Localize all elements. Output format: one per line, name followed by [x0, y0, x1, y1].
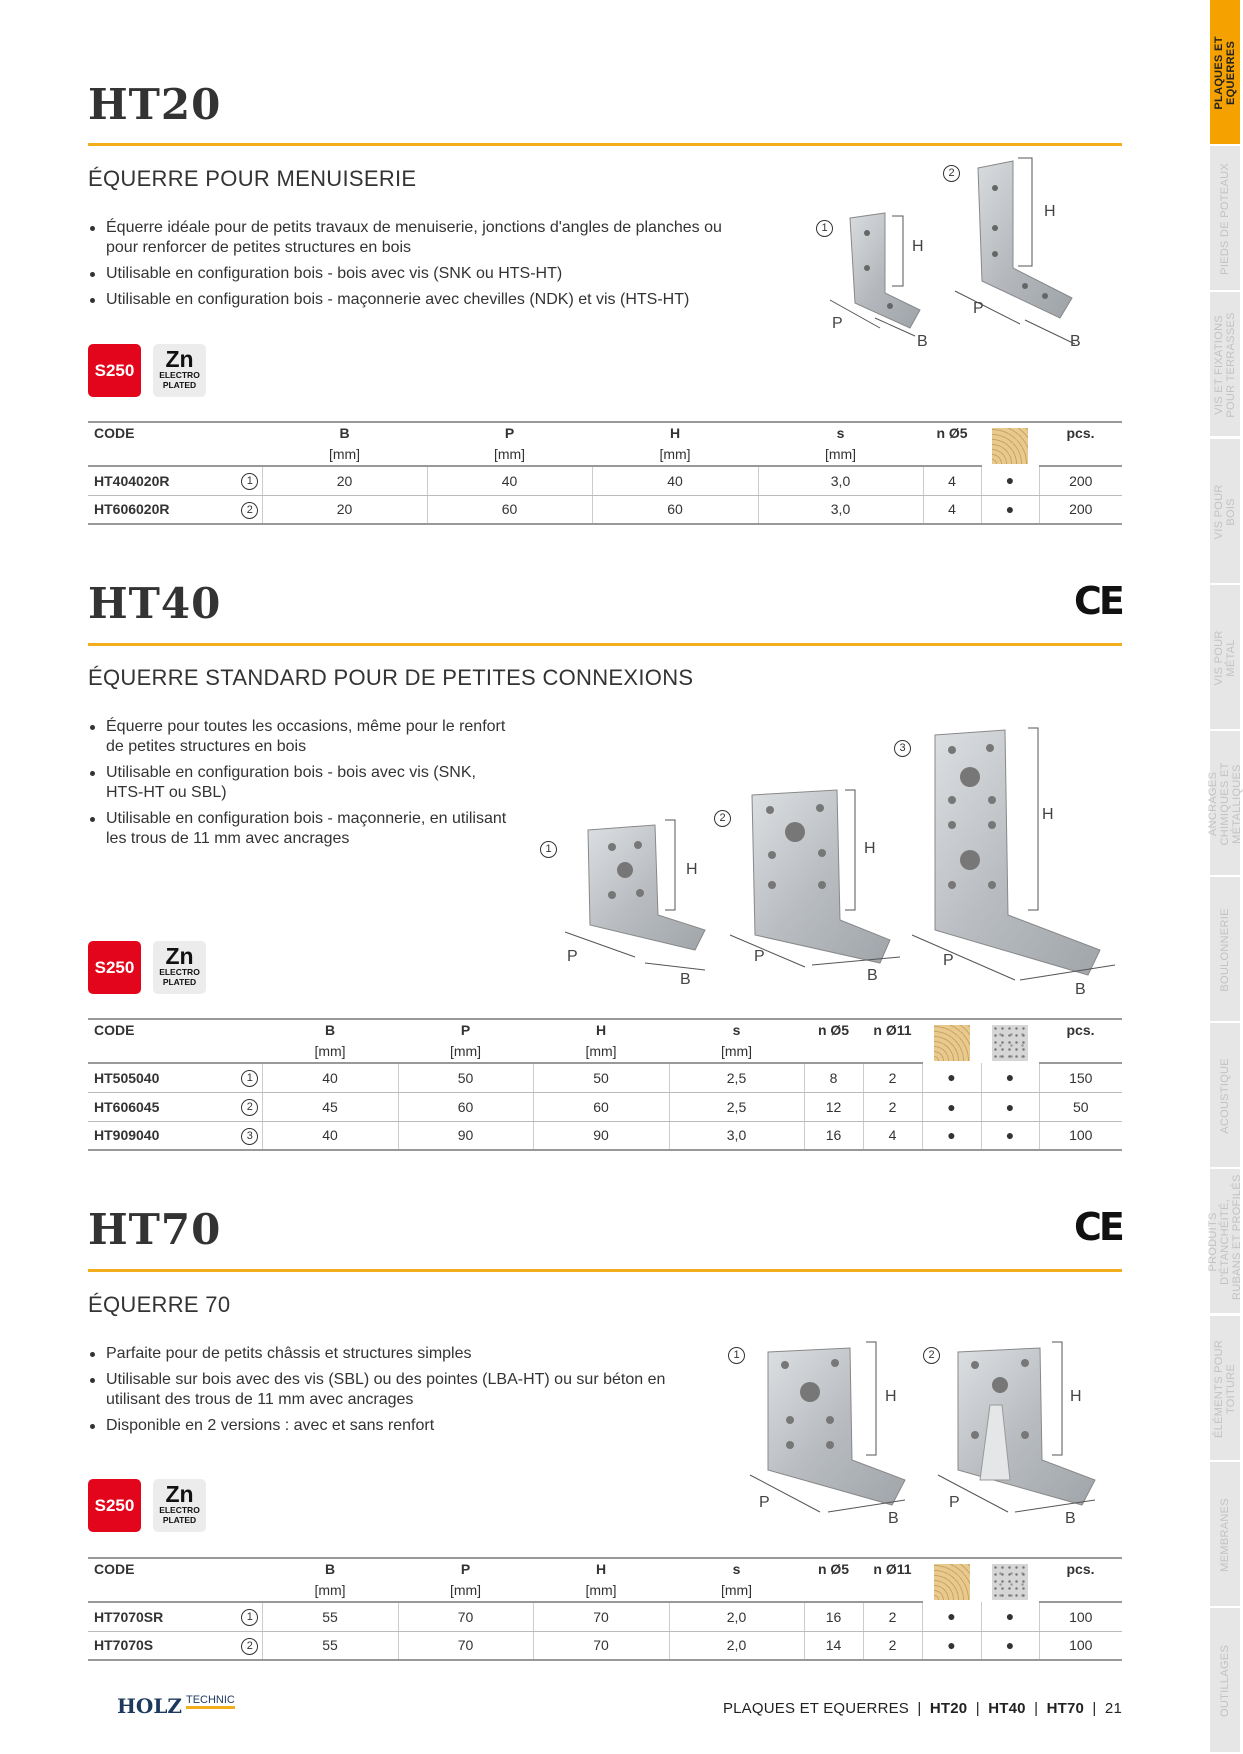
section-rule — [88, 1269, 1122, 1272]
zinc-plated-badge: Zn ELECTRO PLATED — [153, 1479, 206, 1532]
col-pcs: pcs. — [1039, 1558, 1122, 1580]
dim-h-label: H — [912, 238, 924, 255]
bracket-1-image — [588, 825, 705, 950]
col-code: CODE — [88, 422, 238, 444]
dim-p-label: P — [754, 948, 765, 965]
sidebar-tab[interactable] — [1210, 0, 1240, 146]
dim-b-label: B — [680, 971, 691, 988]
feature-list-ht40 — [88, 717, 508, 855]
steel-grade-badge: S250 — [88, 941, 141, 994]
ce-mark-icon: CE — [1074, 579, 1122, 623]
dim-h-label: H — [1042, 806, 1054, 823]
ht70-bracket-figure — [740, 1340, 1110, 1540]
wood-icon — [934, 1564, 970, 1600]
col-n5: n Ø5 — [804, 1558, 863, 1580]
col-code: CODE — [88, 1558, 238, 1580]
feature-item: Utilisable en configuration bois - maçonnerie avec chevilles (NDK) et vis (HTS-HT) — [88, 290, 728, 310]
col-b: B — [262, 1019, 398, 1041]
section-rule — [88, 643, 1122, 646]
feature-item: Disponible en 2 versions : avec et sans renfort — [88, 1416, 708, 1436]
col-n11: n Ø11 — [863, 1558, 922, 1580]
figure-index-3: 3 — [894, 740, 911, 757]
figure-index-2: 2 — [943, 165, 960, 182]
dim-p-label: P — [832, 315, 843, 332]
zinc-plated-badge: Zn ELECTRO PLATED — [153, 344, 206, 397]
sidebar-tab[interactable] — [1207, 731, 1243, 877]
figure-index-1: 1 — [728, 1347, 745, 1364]
figure-index-2: 2 — [923, 1347, 940, 1364]
ce-mark-icon: CE — [1074, 1205, 1122, 1249]
sidebar-tab[interactable] — [1210, 1608, 1240, 1754]
table-row: HT7070S 2 55 70 70 2,0 14 2 ● ● 100 — [88, 1631, 1122, 1660]
table-row: HT606020R 2 20 60 60 3,0 4 ● 200 — [88, 495, 1122, 524]
footer-breadcrumb: PLAQUES ET EQUERRES | HT20 | HT40 | HT70 | 21 — [722, 1700, 1122, 1717]
dim-p-label: P — [567, 948, 578, 965]
sidebar-tab-label: PIEDS DE POTEAUX — [1219, 163, 1231, 276]
figure-index-1: 1 — [816, 220, 833, 237]
dim-p-label: P — [943, 952, 954, 969]
section-subtitle-ht20: ÉQUERRE POUR MENUISERIE — [88, 166, 417, 191]
dim-b-label: B — [1065, 1510, 1076, 1527]
table-row: HT909040 3 40 90 90 3,0 16 4 ● ● 100 — [88, 1121, 1122, 1150]
col-pcs: pcs. — [1039, 422, 1122, 444]
sidebar-tab-label: MEMBRANES — [1219, 1497, 1231, 1572]
bracket-2-image — [958, 1348, 1095, 1505]
sidebar-tab-label: OUTILLAGES — [1219, 1644, 1231, 1717]
dim-h-label: H — [1044, 203, 1056, 220]
col-code: CODE — [88, 1019, 238, 1041]
bracket-1-image — [768, 1348, 905, 1505]
bracket-1-image — [850, 213, 920, 328]
sidebar-tab-label: BOULONNERIE — [1219, 908, 1231, 992]
ht20-bracket-figure — [810, 158, 1110, 358]
section-rule — [88, 143, 1122, 146]
feature-item: Équerre pour toutes les occasions, même pour le renfort de petites structures en bois — [88, 717, 508, 757]
sidebar-tab-label: PLAQUES ET EQUERRES — [1213, 36, 1237, 110]
col-h: H — [533, 1019, 669, 1041]
feature-item: Utilisable sur bois avec des vis (SBL) ou des pointes (LBA-HT) ou sur béton en utilisant des trous de 11 mm avec ancrages — [88, 1370, 708, 1410]
table-row: HT7070SR 1 55 70 70 2,0 16 2 ● ● 100 — [88, 1602, 1122, 1631]
feature-list-ht20 — [88, 218, 728, 316]
ht40-bracket-figure — [540, 725, 1120, 995]
dim-b-label: B — [917, 333, 928, 350]
sidebar-tab-label: ANCRAGES CHIMIQUES ET MÉTALLIQUES — [1207, 762, 1243, 846]
steel-grade-badge: S250 — [88, 1479, 141, 1532]
bracket-3-image — [935, 730, 1100, 975]
feature-list-ht70 — [88, 1344, 708, 1442]
col-n5: n Ø5 — [804, 1019, 863, 1041]
dim-h-label: H — [686, 861, 698, 878]
sidebar-tab[interactable] — [1210, 1316, 1240, 1462]
col-s: s — [669, 1019, 804, 1041]
sidebar-tab[interactable] — [1210, 1023, 1240, 1169]
section-title-ht40: HT40 — [88, 579, 222, 628]
wood-check: ● — [981, 466, 1039, 495]
section-title-ht70: HT70 — [88, 1205, 222, 1254]
dim-h-label: H — [864, 840, 876, 857]
spec-table-ht20: CODE B P H s n Ø5 pcs. [mm] [mm] [mm] [mm] HT404020R 1 20 40 40 3,0 4 ● 200 HT606020R 2 20 60 60 3,0 4 ● 200 — [88, 421, 1122, 525]
col-n5: n Ø5 — [923, 422, 981, 444]
dim-b-label: B — [867, 967, 878, 984]
sidebar-tab[interactable] — [1207, 1169, 1243, 1315]
sidebar-tab-label: VIS POUR MÉTAL — [1213, 630, 1237, 686]
holz-technic-logo: HOLZ $^{TECHNIC}$ — [117, 1694, 235, 1718]
sidebar-tab-label: PRODUITS D'ÉTANCHÉITÉ, RUBANS ET PROFILÉS — [1207, 1174, 1243, 1301]
col-s: s — [669, 1558, 804, 1580]
sidebar-tab[interactable] — [1210, 877, 1240, 1023]
sidebar-tab[interactable] — [1210, 292, 1240, 438]
feature-item: Utilisable en configuration bois - bois avec vis (SNK ou HTS-HT) — [88, 264, 728, 284]
sidebar-tab[interactable] — [1210, 146, 1240, 292]
col-b: B — [262, 422, 427, 444]
page-number: 21 — [1104, 1700, 1122, 1717]
section-subtitle-ht40: ÉQUERRE STANDARD POUR DE PETITES CONNEXIONS — [88, 665, 694, 690]
sidebar-tab-label: VIS ET FIXATIONS POUR TERRASSES — [1213, 312, 1237, 419]
sidebar-tab[interactable] — [1210, 1462, 1240, 1608]
sidebar-tab[interactable] — [1210, 585, 1240, 731]
sidebar-tab-label: VIS POUR BOIS — [1213, 484, 1237, 540]
col-p: P — [398, 1558, 533, 1580]
concrete-icon — [992, 1025, 1028, 1061]
spec-table-ht70: CODE B P H s n Ø5 n Ø11 pcs. [mm] [mm] [mm] [mm] HT7070SR 1 55 70 70 2,0 16 2 ● ● 100 HT7070S 2 55 70 70 2,0 14 2 ● ● 100 — [88, 1557, 1122, 1661]
col-p: P — [427, 422, 592, 444]
spec-table-ht40: CODE B P H s n Ø5 n Ø11 pcs. [mm] [mm] [mm] [mm] HT505040 1 40 50 50 2,5 8 2 ● ● 150 HT606045 2 45 60 60 2,5 12 2 ● ● 50 HT909040 3 40 90 90 3,0 16 4 ● ● 100 — [88, 1018, 1122, 1151]
col-h: H — [533, 1558, 669, 1580]
bracket-2-image — [752, 790, 890, 963]
dim-b-label: B — [1070, 333, 1081, 350]
dim-b-label: B — [1075, 981, 1086, 998]
bracket-2-image — [978, 161, 1072, 318]
feature-item: Utilisable en configuration bois - maçonnerie, en utilisant les trous de 11 mm avec ancrages — [88, 809, 508, 849]
col-h: H — [592, 422, 758, 444]
col-s: s — [758, 422, 923, 444]
dim-p-label: P — [759, 1494, 770, 1511]
table-row: HT606045 2 45 60 60 2,5 12 2 ● ● 50 — [88, 1092, 1122, 1121]
feature-item: Utilisable en configuration bois - bois avec vis (SNK, HTS-HT ou SBL) — [88, 763, 508, 803]
table-row: HT404020R 1 20 40 40 3,0 4 ● 200 — [88, 466, 1122, 495]
wood-icon — [934, 1025, 970, 1061]
zinc-plated-badge: Zn ELECTRO PLATED — [153, 941, 206, 994]
sidebar-tab[interactable] — [1210, 439, 1240, 585]
figure-index-1: 1 — [540, 841, 557, 858]
dim-h-label: H — [1070, 1388, 1082, 1405]
col-b: B — [262, 1558, 398, 1580]
figure-index-2: 2 — [714, 810, 731, 827]
category-sidebar — [1207, 0, 1243, 1754]
col-p: P — [398, 1019, 533, 1041]
section-title-ht20: HT20 — [88, 80, 222, 129]
section-subtitle-ht70: ÉQUERRE 70 — [88, 1292, 231, 1317]
sidebar-tab-label: ÉLÉMENTS POUR TOITURE — [1213, 1339, 1237, 1438]
feature-item: Parfaite pour de petits châssis et structures simples — [88, 1344, 708, 1364]
dim-b-label: B — [888, 1510, 899, 1527]
feature-item: Équerre idéale pour de petits travaux de menuiserie, jonctions d'angles de planches ou pour renforcer de petites structures en bois — [88, 218, 728, 258]
col-n11: n Ø11 — [863, 1019, 922, 1041]
wood-check: ● — [981, 495, 1039, 524]
concrete-icon — [992, 1564, 1028, 1600]
table-row: HT505040 1 40 50 50 2,5 8 2 ● ● 150 — [88, 1063, 1122, 1092]
dim-p-label: P — [973, 300, 984, 317]
steel-grade-badge: S250 — [88, 344, 141, 397]
wood-icon — [992, 428, 1028, 464]
dim-h-label: H — [885, 1388, 897, 1405]
dim-p-label: P — [949, 1494, 960, 1511]
col-pcs: pcs. — [1039, 1019, 1122, 1041]
sidebar-tab-label: ACOUSTIQUE — [1219, 1058, 1231, 1135]
